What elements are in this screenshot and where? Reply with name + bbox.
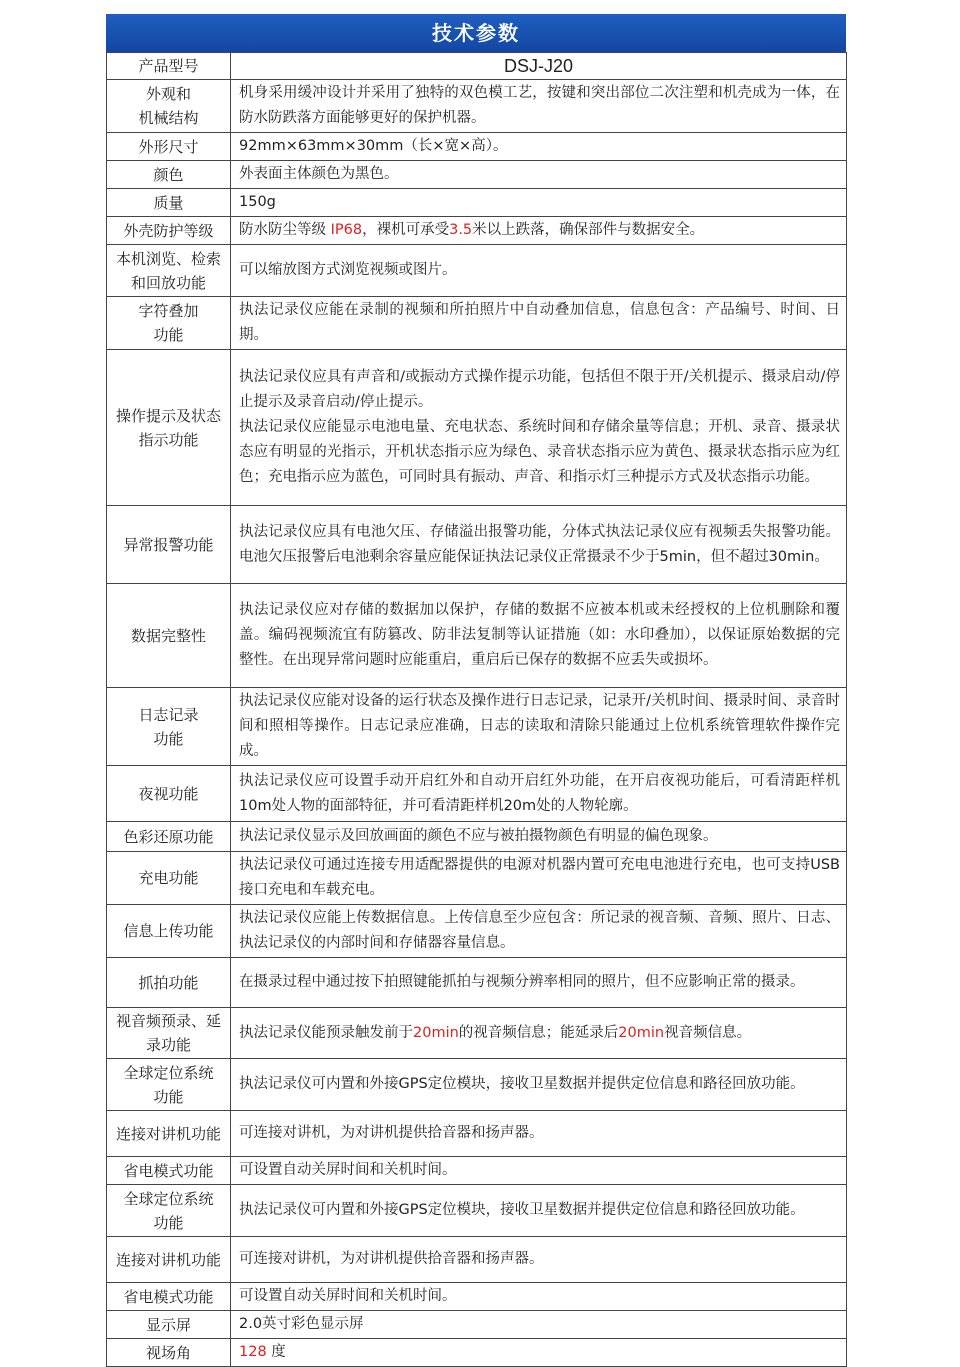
row-value: 执法记录仪应能对设备的运行状态及操作进行日志记录，记录开/关机时间、摄录时间、录音时间和照相等操作。日志记录应准确，日志的读取和清除只能通过上位机系统管理软件操作完成。 (231, 688, 847, 766)
row-label: 视音频预录、延录功能 (107, 1008, 231, 1059)
table-row (107, 1157, 847, 1185)
row-value: 执法记录仪能预录触发前于20min的视音频信息；能延录后20min视音频信息。 (231, 1008, 847, 1059)
table-row (107, 958, 847, 1008)
row-value: 执法记录仪可通过连接专用适配器提供的电源对机器内置可充电电池进行充电，也可支持USB接口充电和车载充电。 (231, 852, 847, 905)
table-row (107, 1185, 847, 1237)
table-row (107, 189, 847, 217)
model-value: DSJ-J20 (231, 53, 847, 80)
row-label: 夜视功能 (107, 766, 231, 822)
row-label: 外壳防护等级 (107, 217, 231, 245)
row-label: 连接对讲机功能 (107, 1111, 231, 1157)
row-value: 执法记录仪应能上传数据信息。上传信息至少应包含：所记录的视音频、音频、照片、日志、执法记录仪的内部时间和存储器容量信息。 (231, 905, 847, 958)
row-value: 执法记录仪可内置和外接GPS定位模块，接收卫星数据并提供定位信息和路径回放功能。 (231, 1185, 847, 1237)
table-row (107, 161, 847, 189)
row-label: 外观和 机械结构 (107, 80, 231, 133)
table-row (107, 53, 847, 80)
row-value: 2.0英寸彩色显示屏 (231, 1311, 847, 1339)
row-value: 执法记录仪显示及回放画面的颜色不应与被拍摄物颜色有明显的偏色现象。 (231, 822, 847, 852)
table-row (107, 1311, 847, 1339)
table-row (107, 584, 847, 688)
table-row (107, 350, 847, 506)
fov-value: 128 (239, 1344, 267, 1360)
table-row (107, 217, 847, 245)
row-value: 执法记录仪应能在录制的视频和所拍照片中自动叠加信息，信息包含：产品编号、时间、日期。 (231, 297, 847, 350)
drop-height: 3.5 (449, 222, 473, 238)
row-label: 异常报警功能 (107, 506, 231, 584)
row-label: 质量 (107, 189, 231, 217)
row-value: 92mm×63mm×30mm（长×宽×高）。 (231, 133, 847, 161)
row-label: 全球定位系统 功能 (107, 1185, 231, 1237)
row-label: 日志记录 功能 (107, 688, 231, 766)
spec-title: 技术参数 (106, 14, 846, 52)
table-row (107, 80, 847, 133)
table-row (107, 506, 847, 584)
ip-rating: IP68 (330, 222, 363, 238)
table-row (107, 766, 847, 822)
row-value: 可设置自动关屏时间和关机时间。 (231, 1283, 847, 1311)
table-row (107, 1008, 847, 1059)
row-value: 执法记录仪应可设置手动开启红外和自动开启红外功能，在开启夜视功能后，可看清距样机10m处人物的面部特征，并可看清距样机20m处的人物轮廓。 (231, 766, 847, 822)
postrecord-duration: 20min (618, 1024, 665, 1041)
row-label: 产品型号 (107, 53, 231, 80)
row-label: 本机浏览、检索和回放功能 (107, 245, 231, 297)
table-row (107, 1237, 847, 1283)
row-value: 在摄录过程中通过按下拍照键能抓拍与视频分辨率相同的照片，但不应影响正常的摄录。 (231, 958, 847, 1008)
row-value: 执法记录仪应对存储的数据加以保护，存储的数据不应被本机或未经授权的上位机删除和覆盖。编码视频流宜有防篡改、防非法复制等认证措施（如：水印叠加），以保证原始数据的完整性。在出现异常问题时应能重启，重启后已保存的数据不应丢失或损坏。 (231, 584, 847, 688)
row-label: 色彩还原功能 (107, 822, 231, 852)
row-label: 省电模式功能 (107, 1157, 231, 1185)
row-value: 防水防尘等级 IP68，裸机可承受3.5米以上跌落，确保部件与数据安全。 (231, 217, 847, 245)
table-row (107, 1059, 847, 1111)
row-label: 连接对讲机功能 (107, 1237, 231, 1283)
table-row (107, 822, 847, 852)
row-label: 颜色 (107, 161, 231, 189)
row-value: 可连接对讲机，为对讲机提供拾音器和扬声器。 (231, 1237, 847, 1283)
row-label: 操作提示及状态指示功能 (107, 350, 231, 506)
row-label: 显示屏 (107, 1311, 231, 1339)
prerecord-duration: 20min (413, 1024, 459, 1041)
spec-sheet (106, 14, 846, 1367)
table-row (107, 297, 847, 350)
row-label: 抓拍功能 (107, 958, 231, 1008)
row-label: 充电功能 (107, 852, 231, 905)
row-value: 150g (231, 189, 847, 217)
row-value: 128 度 (231, 1339, 847, 1367)
table-row (107, 1111, 847, 1157)
table-row (107, 688, 847, 766)
row-value: 可以缩放图方式浏览视频或图片。 (231, 245, 847, 297)
row-value: 执法记录仪可内置和外接GPS定位模块，接收卫星数据并提供定位信息和路径回放功能。 (231, 1059, 847, 1111)
table-row (107, 133, 847, 161)
row-value: 可连接对讲机，为对讲机提供拾音器和扬声器。 (231, 1111, 847, 1157)
row-value: 可设置自动关屏时间和关机时间。 (231, 1157, 847, 1185)
table-row (107, 245, 847, 297)
row-label: 信息上传功能 (107, 905, 231, 958)
table-row (107, 1339, 847, 1367)
row-label: 省电模式功能 (107, 1283, 231, 1311)
row-label: 外形尺寸 (107, 133, 231, 161)
row-label: 字符叠加 功能 (107, 297, 231, 350)
row-label: 全球定位系统 功能 (107, 1059, 231, 1111)
spec-table (106, 52, 847, 1367)
table-row (107, 1283, 847, 1311)
paragraph: 执法记录仪应具有声音和/或振动方式操作提示功能，包括但不限于开/关机提示、摄录启动/停止提示及录音启动/停止提示。 (239, 369, 840, 410)
table-row (107, 905, 847, 958)
row-value: 机身采用缓冲设计并采用了独特的双色模工艺，按键和突出部位二次注塑和机壳成为一体，在防水防跌落方面能够更好的保护机器。 (231, 80, 847, 133)
row-label: 数据完整性 (107, 584, 231, 688)
row-label: 视场角 (107, 1339, 231, 1367)
paragraph: 执法记录仪应能显示电池电量、充电状态、系统时间和存储余量等信息；开机、录音、摄录状态应有明显的光指示，开机状态指示应为绿色、录音状态指示应为黄色、摄录状态指示应为红色；充电指示应为蓝色，可同时具有振动、声音、和指示灯三种提示方式及状态指示功能。 (239, 419, 840, 485)
row-value: 执法记录仪应具有电池欠压、存储溢出报警功能，分体式执法记录仪应有视频丢失报警功能。电池欠压报警后电池剩余容量应能保证执法记录仪正常摄录不少于5min，但不超过30min。 (231, 506, 847, 584)
table-row (107, 852, 847, 905)
row-value: 外表面主体颜色为黑色。 (231, 161, 847, 189)
row-value (231, 350, 847, 506)
